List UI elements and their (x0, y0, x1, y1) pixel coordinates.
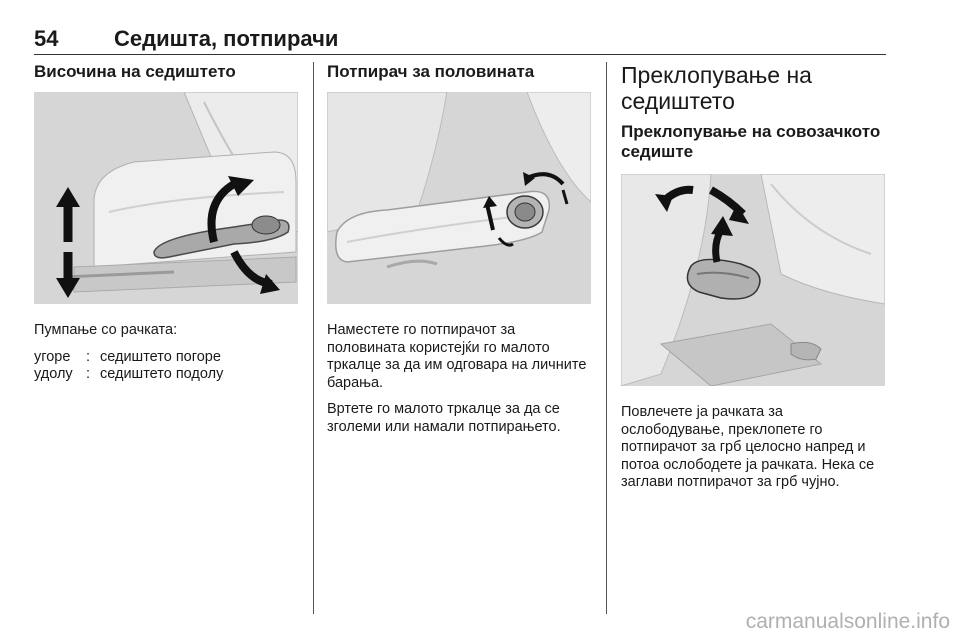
watermark: carmanualsonline.info (745, 610, 950, 633)
subsection-title-passenger: Преклопување на совозачкото седиште (621, 122, 881, 161)
folding-illustration (621, 174, 885, 386)
seat-height-illustration (34, 92, 298, 304)
seat-height-table (34, 349, 298, 384)
section-title-lumbar: Потпирач за половината (327, 62, 535, 81)
section-title-folding: Преклопување на седиштето (621, 62, 812, 114)
section-title-seat-height: Височина на седиштето (34, 62, 236, 81)
chapter-title: Седишта, потпирачи (114, 26, 339, 51)
table-row (34, 349, 298, 367)
row-separator: : (86, 348, 91, 365)
column-seat-height (34, 62, 298, 384)
seat-height-intro: Пумпање со рачката: (34, 322, 178, 338)
table-row (34, 366, 298, 384)
row-value: седиштето подолу (100, 366, 224, 382)
page-header (34, 26, 886, 55)
lumbar-paragraph-1: Наместете го потпирачот за половината користејќи го малото тркалце за да им одговара на личните барања. (327, 322, 587, 391)
row-separator: : (86, 366, 91, 382)
folding-paragraph: Повлечете ја рачката за ослободување, преклопете го потпирачот за грб целосно напред и потоа ослободете ја рачката. Нека се заглави потпирачот за грб чујно. (621, 404, 875, 490)
column-divider (313, 62, 314, 614)
row-value: седиштето погоре (100, 348, 221, 365)
lumbar-paragraph-2: Вртете го малото тркалце за да се зголеми или намали потпирањето. (327, 401, 561, 435)
column-lumbar-support (327, 62, 591, 436)
row-key: угоре (34, 348, 71, 365)
lumbar-illustration (327, 92, 591, 304)
page-number: 54 (34, 26, 59, 51)
row-key: удолу (34, 366, 73, 382)
column-divider (606, 62, 607, 614)
column-seat-folding (621, 62, 885, 492)
